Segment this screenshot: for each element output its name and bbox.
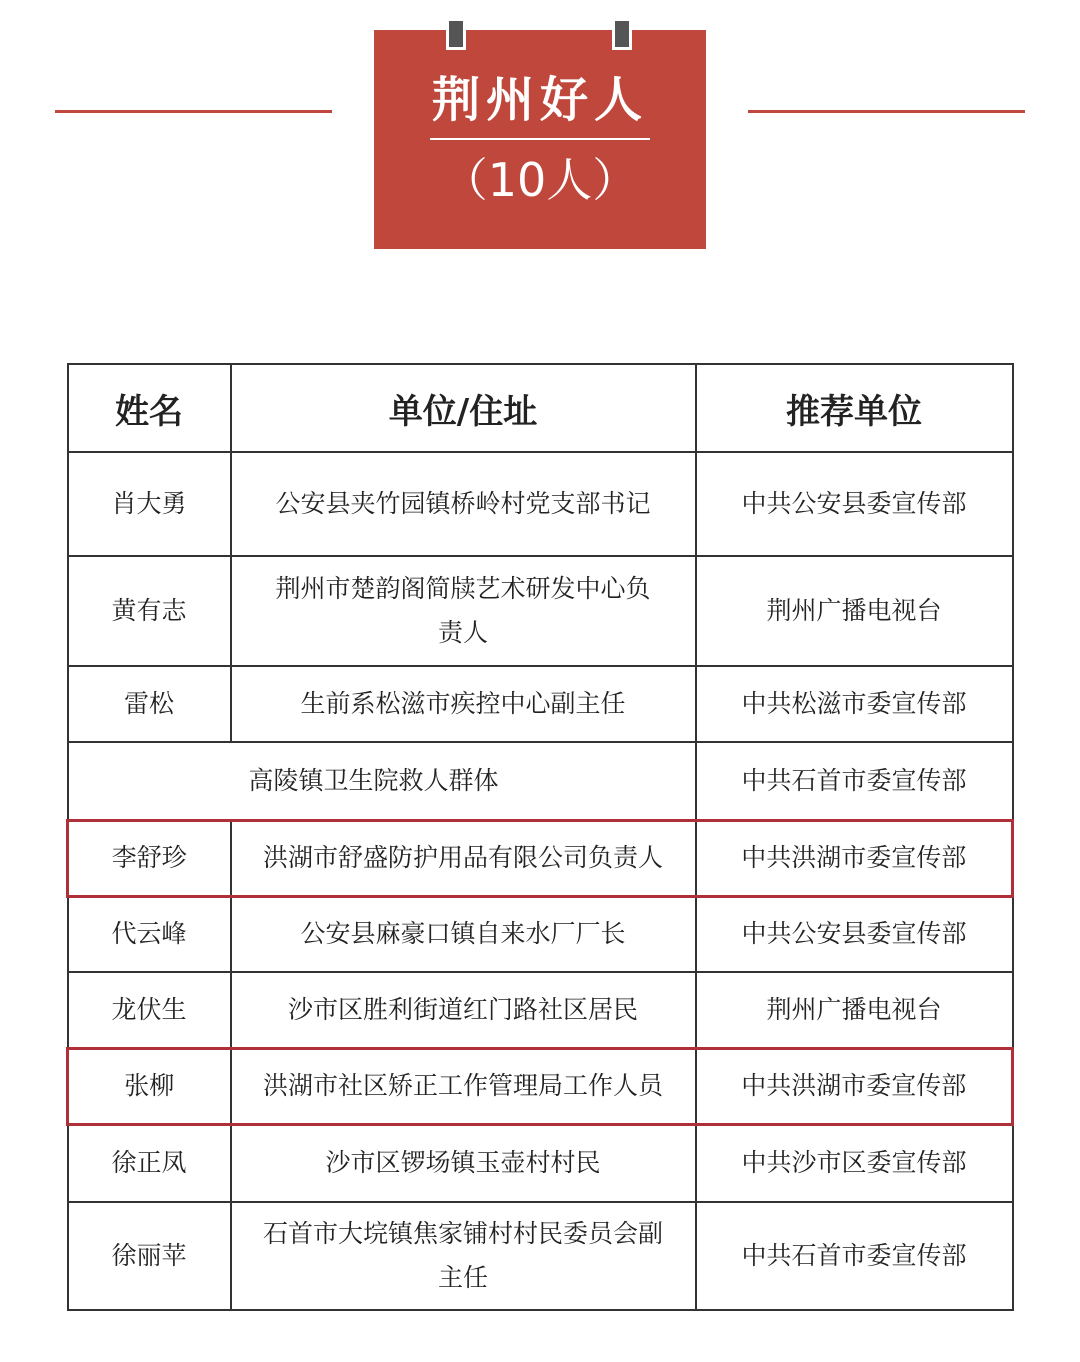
- cell-recommender: 中共洪湖市委宣传部: [696, 820, 1013, 896]
- cell-unit: 沙市区胜利街道红门路社区居民: [231, 972, 696, 1048]
- column-header-name: 姓名: [68, 364, 231, 452]
- divider-right: [748, 110, 1025, 113]
- cell-name: 龙伏生: [68, 972, 231, 1048]
- cell-recommender: 中共洪湖市委宣传部: [696, 1048, 1013, 1124]
- divider-left: [55, 110, 332, 113]
- cell-recommender: 中共石首市委宣传部: [696, 1202, 1013, 1310]
- column-header-recommender: 推荐单位: [696, 364, 1013, 452]
- cell-recommender: 荆州广播电视台: [696, 556, 1013, 666]
- cell-name: 雷松: [68, 666, 231, 742]
- table-row: [68, 452, 1013, 556]
- table-row: [68, 972, 1013, 1048]
- table-row: [68, 556, 1013, 666]
- cell-recommender: 中共松滋市委宣传部: [696, 666, 1013, 742]
- table-row: [68, 896, 1013, 972]
- cell-unit: 公安县麻豪口镇自来水厂厂长: [231, 896, 696, 972]
- cell-unit: 公安县夹竹园镇桥岭村党支部书记: [231, 452, 696, 556]
- cell-unit: 荆州市楚韵阁简牍艺术研发中心负责人: [231, 556, 696, 666]
- cell-unit: 洪湖市社区矫正工作管理局工作人员: [231, 1048, 696, 1124]
- cell-recommender: 中共石首市委宣传部: [696, 742, 1013, 820]
- cell-recommender: 中共公安县委宣传部: [696, 896, 1013, 972]
- title-badge: [374, 30, 706, 249]
- page-title: 荆州好人: [431, 72, 648, 128]
- table-row: [68, 666, 1013, 742]
- table-header-row: [68, 364, 1013, 452]
- title-underline: [430, 138, 650, 140]
- cell-unit: 生前系松滋市疾控中心副主任: [231, 666, 696, 742]
- cell-recommender: 中共公安县委宣传部: [696, 452, 1013, 556]
- cell-unit: 沙市区锣场镇玉壶村村民: [231, 1124, 696, 1202]
- cell-name: 李舒珍: [68, 820, 231, 896]
- table-row: [68, 742, 1013, 820]
- people-count: （10人）: [441, 153, 639, 207]
- table-row-highlighted: [68, 1048, 1013, 1124]
- table-row-highlighted: [68, 820, 1013, 896]
- cell-name: 徐丽苹: [68, 1202, 231, 1310]
- cell-name: 肖大勇: [68, 452, 231, 556]
- cell-recommender: 荆州广播电视台: [696, 972, 1013, 1048]
- cell-unit: 洪湖市舒盛防护用品有限公司负责人: [231, 820, 696, 896]
- cell-unit: 石首市大垸镇焦家铺村村民委员会副主任: [231, 1202, 696, 1310]
- column-header-unit: 单位/住址: [231, 364, 696, 452]
- cell-recommender: 中共沙市区委宣传部: [696, 1124, 1013, 1202]
- binder-ring-icon: [446, 18, 466, 50]
- table-row: [68, 1124, 1013, 1202]
- honoree-table: [66, 363, 1014, 1311]
- cell-name: 黄有志: [68, 556, 231, 666]
- cell-unit-merged: 高陵镇卫生院救人群体: [68, 742, 696, 820]
- cell-name: 张柳: [68, 1048, 231, 1124]
- binder-ring-icon: [612, 18, 632, 50]
- cell-name: 徐正凤: [68, 1124, 231, 1202]
- cell-name: 代云峰: [68, 896, 231, 972]
- table-row: [68, 1202, 1013, 1310]
